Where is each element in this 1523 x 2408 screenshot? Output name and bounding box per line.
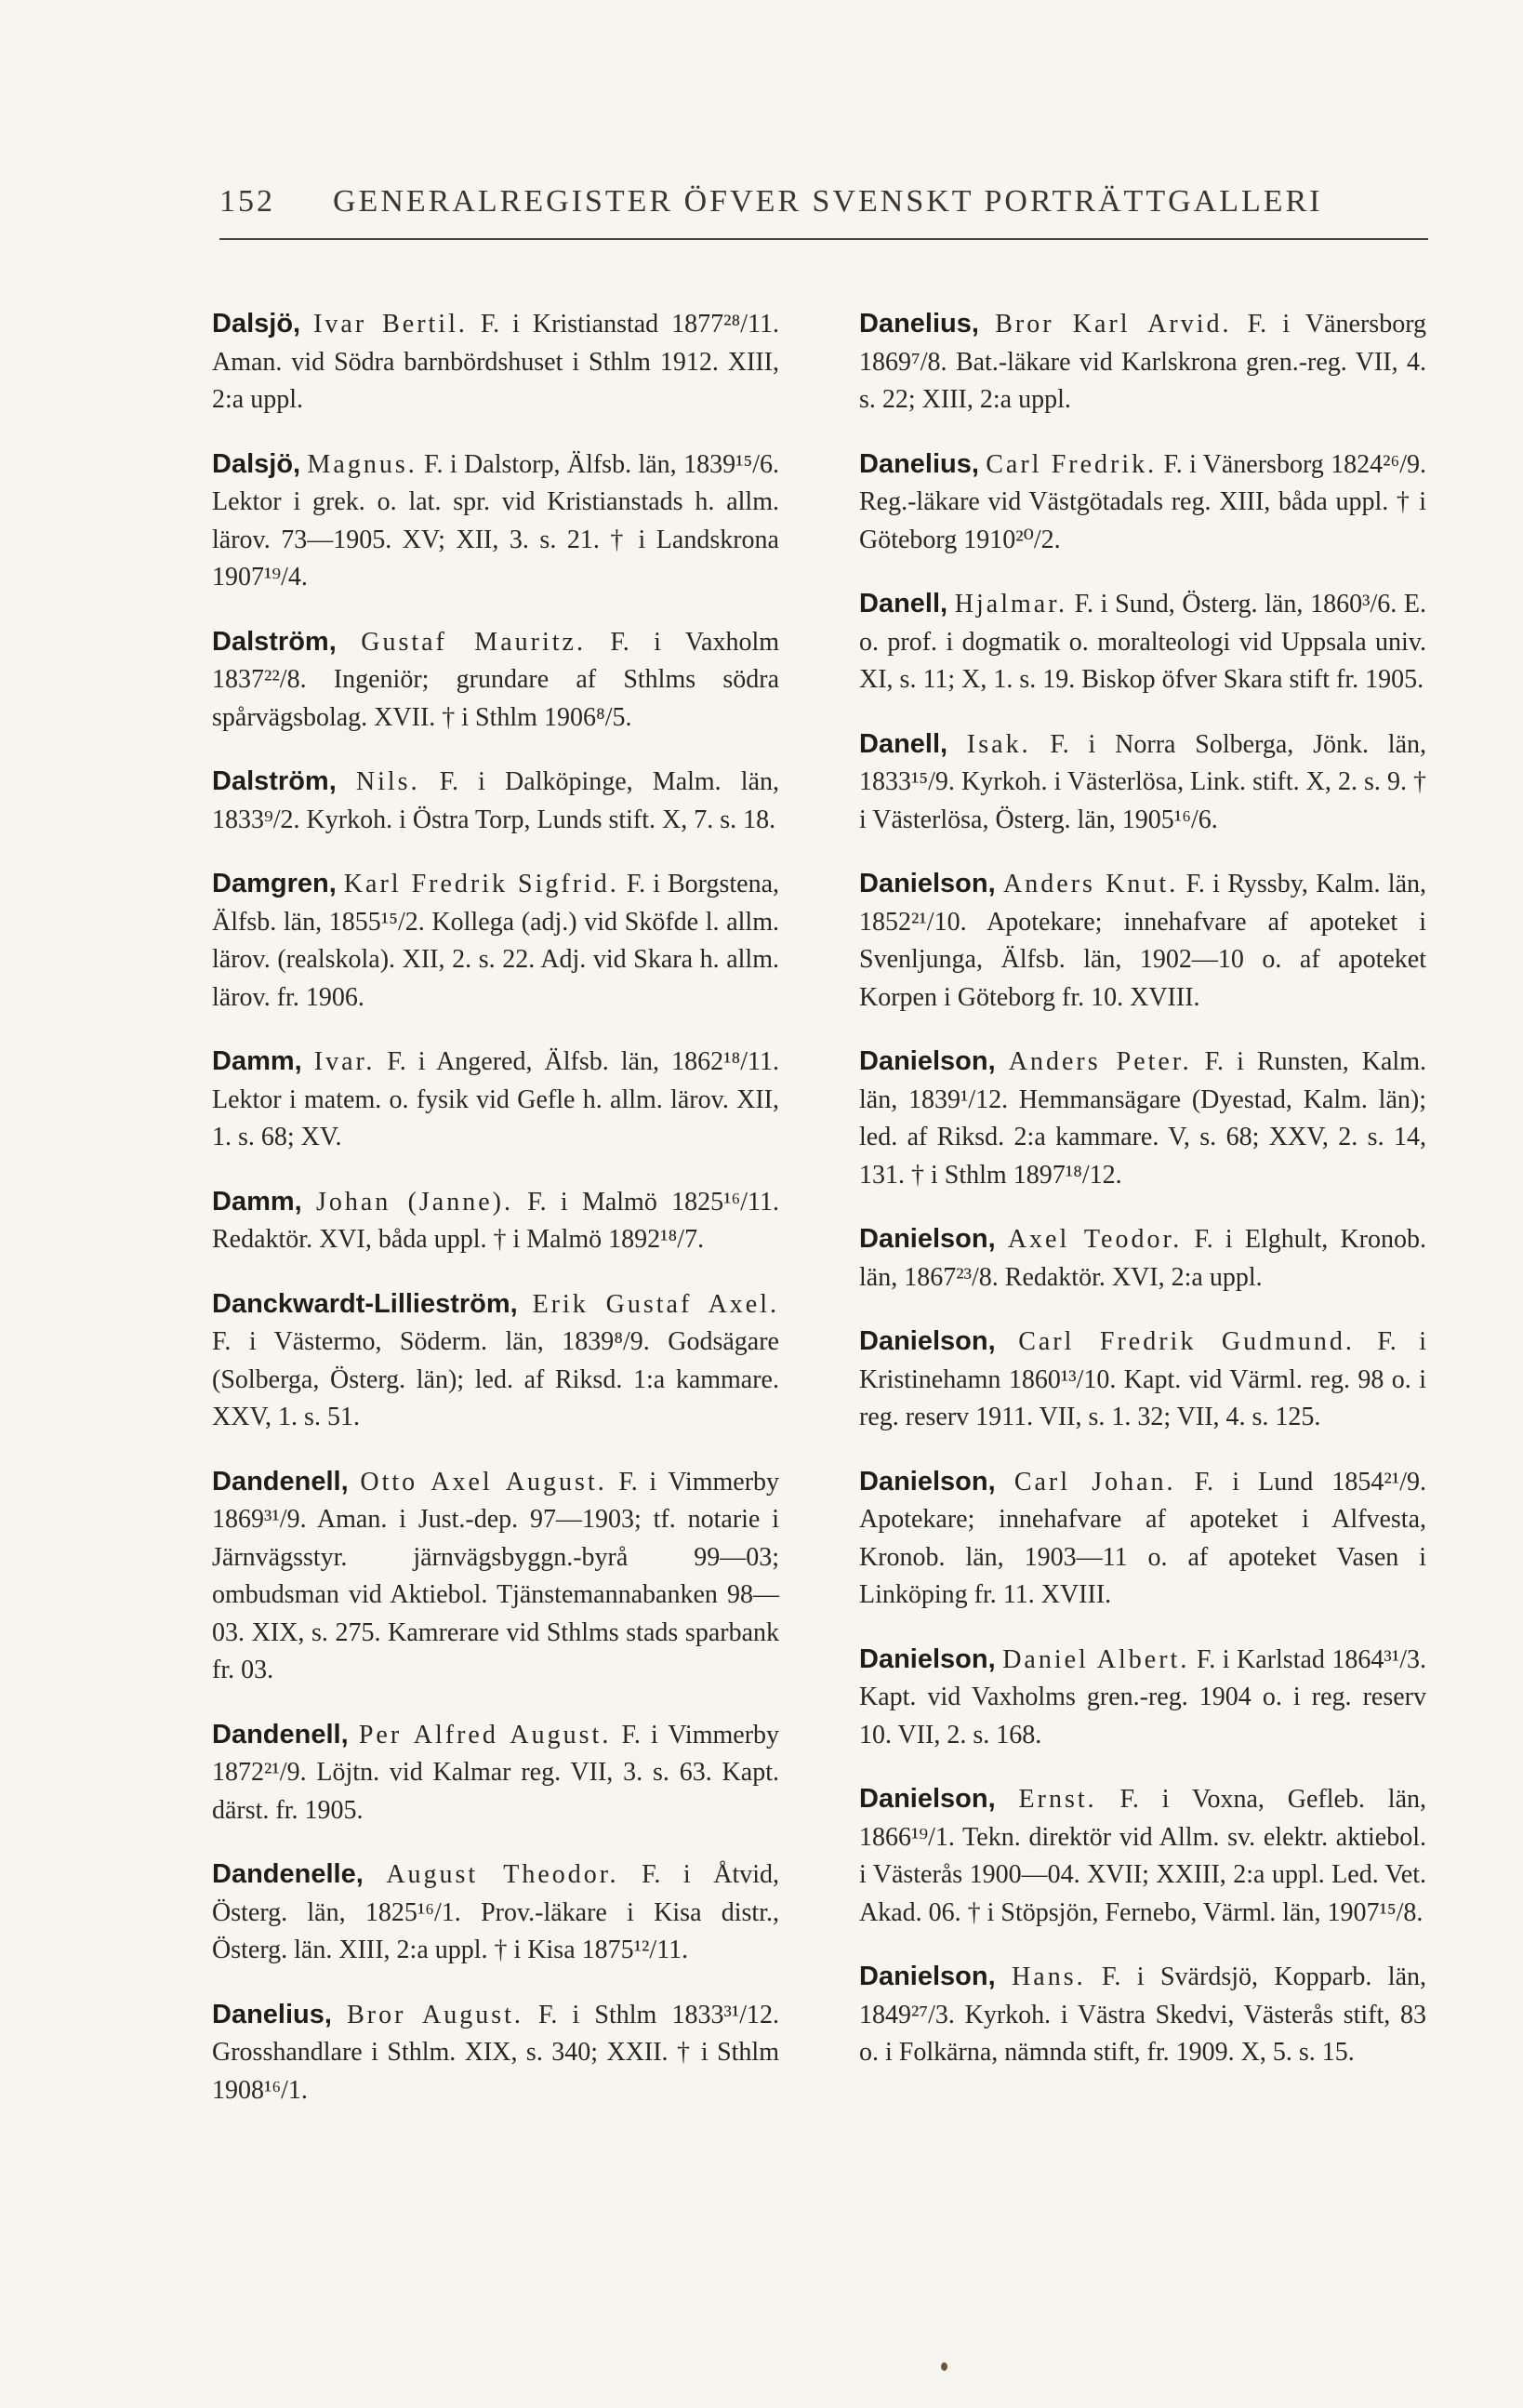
entry-text: F. i Ryssby, Kalm. län, 1852²¹/10. Apotekare; innehafvare af apoteket i Svenljunga, Älfsb. län, 1902—10 o. af apoteket Korpen i Göteborg fr. 10. XVIII. bbox=[859, 870, 1426, 1012]
entry-surname: Danielson, bbox=[859, 1962, 996, 1991]
entry bbox=[212, 1043, 779, 1157]
entry-given-name: Erik Gustaf Axel. bbox=[532, 1289, 779, 1319]
entry-given-name: Magnus. bbox=[307, 449, 417, 479]
entry-text: F. i Runsten, Kalm. län, 1839¹/12. Hemmansägare (Dyestad, Kalm. län); led. af Riksd. 2:a kammare. V, s. 68; XXV, 2. s. 14, 131. † i Sthlm 1897¹⁸/12. bbox=[859, 1047, 1426, 1190]
entry-text: F. i Voxna, Gefleb. län, 1866¹⁹/1. Tekn. direktör vid Allm. sv. elektr. aktiebol. i Västerås 1900—04. XVII; XXIII, 2:a uppl. Led. Vet. Akad. 06. † i Stöpsjön, Fernebo, Värml. län, 1907¹⁵/8. bbox=[859, 1785, 1427, 1927]
entry-surname: Danielson, bbox=[859, 1784, 996, 1814]
entry-text: F. i Vaxholm 1837²²/8. Ingeniör; grundare af Sthlms södra spårvägsbolag. XVII. † i Sthlm 1906⁸/5. bbox=[212, 627, 780, 732]
entry-surname: Danckwardt-Lillieström, bbox=[212, 1288, 518, 1319]
entry-text: F. i Borgstena, Älfsb. län, 1855¹⁵/2. Kollega (adj.) vid Sköfde l. allm. lärov. (realskola). XII, 2. s. 22. Adj. vid Skara h. allm. lärov. fr. 1906. bbox=[212, 870, 780, 1012]
entry bbox=[212, 1716, 779, 1830]
running-header bbox=[219, 184, 1428, 240]
ink-speck bbox=[941, 2362, 947, 2371]
entry-given-name: Hjalmar. bbox=[954, 590, 1067, 619]
entry-given-name: Anders Peter. bbox=[1008, 1047, 1192, 1076]
entry-given-name: Ivar Bertil. bbox=[313, 310, 468, 339]
entry-surname: Danielson, bbox=[859, 1224, 996, 1254]
entry bbox=[859, 725, 1426, 840]
entry-given-name: Nils. bbox=[355, 767, 420, 796]
entry-text: F. i Dalköpinge, Malm. län, 1833⁹/2. Kyrkoh. i Östra Torp, Lunds stift. X, 7. s. 18. bbox=[212, 767, 780, 834]
entry-text: F. i Sthlm 1833³¹/12. Grosshandlare i Sthlm. XIX, s. 340; XXII. † i Sthlm 1908¹⁶/1. bbox=[212, 2000, 780, 2105]
entry bbox=[859, 305, 1426, 419]
entry-surname: Danielson, bbox=[859, 1326, 996, 1356]
entry-given-name: Anders Knut. bbox=[1003, 870, 1179, 898]
entry-surname: Danielson, bbox=[859, 1466, 996, 1497]
entry bbox=[859, 1780, 1426, 1932]
entry-text: F. i Angered, Älfsb. län, 1862¹⁸/11. Lektor i matem. o. fysik vid Gefle h. allm. lärov. XII, 1. s. 68; XV. bbox=[212, 1047, 780, 1151]
entry-surname: Danelius, bbox=[212, 1999, 332, 2029]
entry bbox=[212, 865, 779, 1017]
entry-text: F. i Karlstad 1864³¹/3. Kapt. vid Vaxholms gren.-reg. 1904 o. i reg. reserv 10. VII, 2. s. 168. bbox=[859, 1644, 1426, 1749]
entry-surname: Dalsjö, bbox=[212, 309, 301, 339]
entry-given-name: Carl Fredrik. bbox=[986, 449, 1158, 479]
entry bbox=[859, 1220, 1426, 1297]
entry-surname: Dalström, bbox=[212, 766, 337, 796]
entry-surname: Danielson, bbox=[859, 869, 996, 898]
entry-given-name: Daniel Albert. bbox=[1002, 1644, 1190, 1674]
entry-given-name: Isak. bbox=[966, 729, 1031, 759]
entry-given-name: Per Alfred August. bbox=[358, 1720, 612, 1749]
entry bbox=[212, 305, 779, 419]
entry-text: F. i Sund, Österg. län, 1860³/6. E. o. prof. i dogmatik o. moralteologi vid Uppsala univ. XI, s. 11; X, 1. s. 19. Biskop öfver Skara stift fr. 1905. bbox=[859, 590, 1427, 694]
entry-surname: Dandenelle, bbox=[212, 1859, 364, 1889]
entry-text: F. i Malmö 1825¹⁶/11. Redaktör. XVI, båda uppl. † i Malmö 1892¹⁸/7. bbox=[212, 1187, 780, 1254]
entry bbox=[212, 1463, 779, 1690]
entry-text: F. i Lund 1854²¹/9. Apotekare; innehafvare af apoteket i Alfvesta, Kronob. län, 1903—11 o. af apoteket Vasen i Linköping fr. 11. XVIII. bbox=[859, 1467, 1426, 1609]
entry-given-name: Hans. bbox=[1012, 1962, 1086, 1991]
entry-given-name: Karl Fredrik Sigfrid. bbox=[343, 870, 619, 898]
entry bbox=[859, 1641, 1426, 1755]
entry-text: F. i Kristianstad 1877²⁸/11. Aman. vid Södra barnbördshuset i Sthlm 1912. XIII, 2:a uppl. bbox=[212, 310, 780, 414]
entry bbox=[212, 1285, 779, 1437]
entry-given-name: Bror Karl Arvid. bbox=[995, 310, 1232, 339]
running-title: GENERALREGISTER ÖFVER SVENSKT PORTRÄTTGALLERI bbox=[333, 184, 1323, 219]
entry bbox=[859, 1043, 1426, 1194]
entry-surname: Damm, bbox=[212, 1186, 302, 1217]
entry-text: F. i Vänersborg 1824²⁶/9. Reg.-läkare vid Västgötadals reg. XIII, båda uppl. † i Göteborg 1910²⁰/2. bbox=[859, 449, 1427, 554]
entry-surname: Damgren, bbox=[212, 869, 337, 898]
right-column bbox=[859, 279, 1426, 2094]
entry-text: F. i Västermo, Söderm. län, 1839⁸/9. Godsägare (Solberga, Österg. län); led. af Riksd. 1:a kammare. XXV, 1. s. 51. bbox=[212, 1327, 779, 1431]
entry-surname: Damm, bbox=[212, 1046, 302, 1076]
entry-text: F. i Dalstorp, Älfsb. län, 1839¹⁵/6. Lektor i grek. o. lat. spr. vid Kristianstads h. allm. lärov. 73—1905. XV; XII, 3. s. 21. † i Landskrona 1907¹⁹/4. bbox=[212, 449, 780, 592]
entry bbox=[859, 1958, 1426, 2072]
entry bbox=[212, 1183, 779, 1259]
entry-text: F. i Kristinehamn 1860¹³/10. Kapt. vid Värml. reg. 98 o. i reg. reserv 1911. VII, s. 1. 32; VII, 4. s. 125. bbox=[859, 1327, 1427, 1431]
entry bbox=[212, 763, 779, 839]
entry bbox=[859, 1323, 1426, 1437]
entry-surname: Dandenell, bbox=[212, 1719, 349, 1749]
entry-given-name: Gustaf Mauritz. bbox=[361, 627, 586, 657]
entry-surname: Dalsjö, bbox=[212, 448, 301, 479]
entry-surname: Danielson, bbox=[859, 1046, 996, 1076]
entry-given-name: August Theodor. bbox=[386, 1860, 619, 1889]
entry-given-name: Johan (Janne). bbox=[315, 1187, 513, 1217]
entry bbox=[212, 1856, 779, 1970]
entry-given-name: Ernst. bbox=[1018, 1785, 1097, 1814]
entry-surname: Danielson, bbox=[859, 1643, 996, 1674]
entry-given-name: Otto Axel August. bbox=[360, 1467, 607, 1497]
entry bbox=[212, 1996, 779, 2110]
entry-text: F. i Norra Solberga, Jönk. län, 1833¹⁵/9. Kyrkoh. i Västerlösa, Link. stift. X, 2. s. 9. † i Västerlösa, Österg. län, 1905¹⁶/6. bbox=[859, 729, 1427, 834]
entry-given-name: Bror August. bbox=[347, 2000, 523, 2029]
entry bbox=[859, 446, 1426, 560]
entry-text: F. i Vimmerby 1872²¹/9. Löjtn. vid Kalmar reg. VII, 3. s. 63. Kapt. därst. fr. 1905. bbox=[212, 1720, 780, 1825]
entry-surname: Dandenell, bbox=[212, 1466, 349, 1497]
entry bbox=[859, 865, 1426, 1017]
entry-text: F. i Vänersborg 1869⁷/8. Bat.-läkare vid Karlskrona gren.-reg. VII, 4. s. 22; XIII, 2:a uppl. bbox=[859, 310, 1427, 414]
entry-surname: Dalström, bbox=[212, 626, 337, 657]
entry bbox=[859, 585, 1426, 699]
entry-text: F. i Elghult, Kronob. län, 1867²³/8. Redaktör. XVI, 2:a uppl. bbox=[859, 1225, 1427, 1292]
entry-surname: Danell, bbox=[859, 589, 948, 619]
entry-surname: Danell, bbox=[859, 728, 948, 759]
entry-given-name: Carl Fredrik Gudmund. bbox=[1018, 1327, 1355, 1356]
entry-surname: Danelius, bbox=[859, 309, 979, 339]
left-column bbox=[212, 279, 779, 2131]
entry bbox=[212, 446, 779, 597]
entry bbox=[212, 623, 779, 738]
entry-given-name: Axel Teodor. bbox=[1007, 1225, 1183, 1254]
entry-surname: Danelius, bbox=[859, 448, 979, 479]
entry-text: F. i Svärdsjö, Kopparb. län, 1849²⁷/3. Kyrkoh. i Västra Skedvi, Västerås stift, 83 o. i Folkärna, nämnda stift, fr. 1909. X, 5. s. 15. bbox=[859, 1962, 1427, 2067]
entry-text: F. i Åtvid, Österg. län, 1825¹⁶/1. Prov.-läkare i Kisa distr., Österg. län. XIII, 2:a uppl. † i Kisa 1875¹²/11. bbox=[212, 1860, 780, 1964]
entry bbox=[859, 1463, 1426, 1615]
entry-given-name: Ivar. bbox=[313, 1047, 376, 1076]
page-number: 152 bbox=[219, 184, 275, 219]
entry-text: F. i Vimmerby 1869³¹/9. Aman. i Just.-dep. 97—1903; tf. notarie i Järnvägsstyr. järnvägsbyggn.-byrå 99—03; ombudsman vid Aktiebol. Tjänstemannabanken 98—03. XIX, s. 275. Kamrerare vid Sthlms stads sparbank fr. 03. bbox=[212, 1467, 780, 1684]
entry-given-name: Carl Johan. bbox=[1013, 1467, 1176, 1497]
